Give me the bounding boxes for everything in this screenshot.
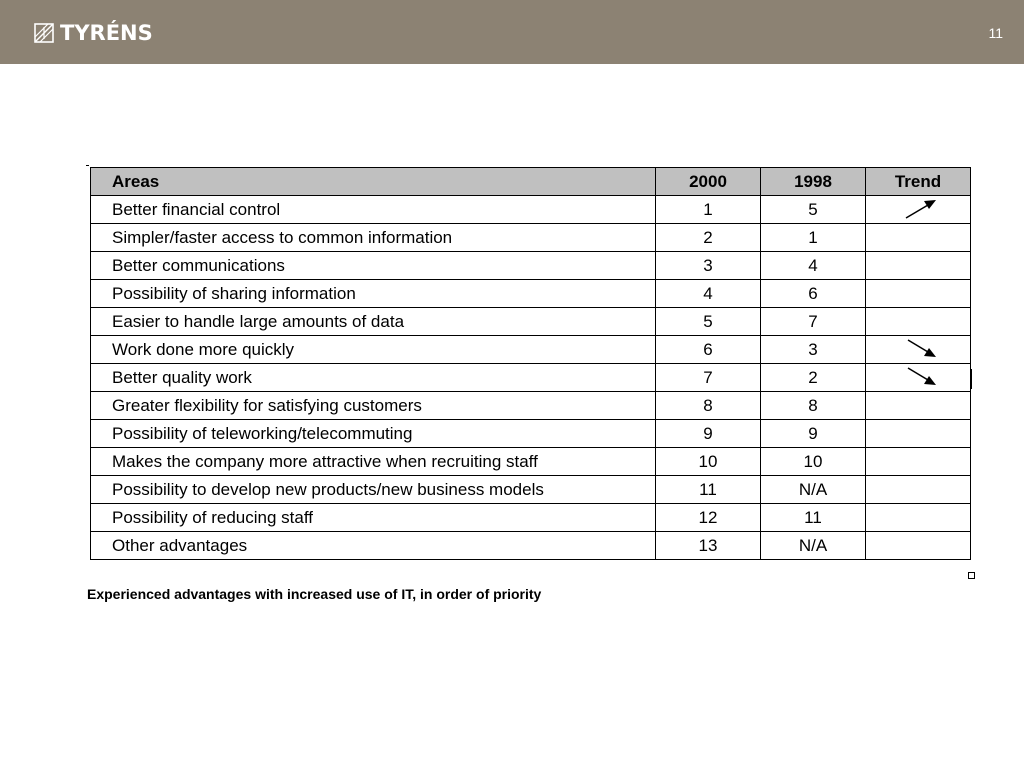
trend-cell <box>866 336 971 364</box>
area-cell: Makes the company more attractive when recruiting staff <box>91 448 656 476</box>
trend-cell <box>866 308 971 336</box>
area-cell: Possibility of teleworking/telecommuting <box>91 420 656 448</box>
year-2000-cell: 8 <box>656 392 761 420</box>
table-body <box>91 196 971 560</box>
trend-cell <box>866 196 971 224</box>
year-1998-cell: 1 <box>761 224 866 252</box>
area-cell: Better communications <box>91 252 656 280</box>
slide-header <box>0 0 1024 64</box>
table-row <box>91 476 971 504</box>
year-1998-cell: 7 <box>761 308 866 336</box>
area-cell: Greater flexibility for satisfying customers <box>91 392 656 420</box>
table-row <box>91 392 971 420</box>
trend-cell <box>866 364 971 392</box>
area-cell: Other advantages <box>91 532 656 560</box>
trend-cell <box>866 476 971 504</box>
year-1998-cell: 8 <box>761 392 866 420</box>
table-row <box>91 280 971 308</box>
trend-cell <box>866 224 971 252</box>
area-cell: Possibility to develop new products/new business models <box>91 476 656 504</box>
page-number: 11 <box>988 25 1003 41</box>
area-cell: Possibility of sharing information <box>91 280 656 308</box>
year-1998-cell: 6 <box>761 280 866 308</box>
column-header-areas: Areas <box>91 168 656 196</box>
table-caption: Experienced advantages with increased use of IT, in order of priority <box>87 586 542 602</box>
table-row <box>91 252 971 280</box>
area-cell: Possibility of reducing staff <box>91 504 656 532</box>
table-row <box>91 196 971 224</box>
year-2000-cell: 10 <box>656 448 761 476</box>
column-header-1998: 1998 <box>761 168 866 196</box>
tyrens-logo <box>34 21 153 45</box>
year-1998-cell: 10 <box>761 448 866 476</box>
area-cell: Work done more quickly <box>91 336 656 364</box>
year-1998-cell: N/A <box>761 532 866 560</box>
area-cell: Better quality work <box>91 364 656 392</box>
table-frame[interactable] <box>90 167 971 560</box>
year-2000-cell: 4 <box>656 280 761 308</box>
year-1998-cell: 2 <box>761 364 866 392</box>
column-header-2000: 2000 <box>656 168 761 196</box>
resize-handle[interactable] <box>968 572 975 579</box>
area-cell: Simpler/faster access to common information <box>91 224 656 252</box>
trend-cell <box>866 252 971 280</box>
trend-cell <box>866 448 971 476</box>
trend-cell <box>866 504 971 532</box>
trend-cell <box>866 392 971 420</box>
trend-cell <box>866 280 971 308</box>
logo-text: TYRÉNS <box>60 21 153 45</box>
table-row <box>91 364 971 392</box>
table-row <box>91 532 971 560</box>
year-1998-cell: 11 <box>761 504 866 532</box>
year-2000-cell: 13 <box>656 532 761 560</box>
year-2000-cell: 5 <box>656 308 761 336</box>
area-cell: Better financial control <box>91 196 656 224</box>
year-2000-cell: 12 <box>656 504 761 532</box>
year-1998-cell: N/A <box>761 476 866 504</box>
year-2000-cell: 3 <box>656 252 761 280</box>
advantages-table <box>90 167 971 560</box>
table-row <box>91 448 971 476</box>
trend-down-arrow-icon <box>866 364 970 391</box>
trend-cell <box>866 420 971 448</box>
area-cell: Easier to handle large amounts of data <box>91 308 656 336</box>
logo-mark-icon <box>34 23 54 43</box>
year-2000-cell: 11 <box>656 476 761 504</box>
trend-cell <box>866 532 971 560</box>
table-row <box>91 308 971 336</box>
year-2000-cell: 9 <box>656 420 761 448</box>
year-1998-cell: 3 <box>761 336 866 364</box>
table-header-row <box>91 168 971 196</box>
year-2000-cell: 6 <box>656 336 761 364</box>
frame-corner-mark <box>86 165 89 166</box>
frame-edge-mark <box>970 369 972 389</box>
table-row <box>91 504 971 532</box>
year-2000-cell: 1 <box>656 196 761 224</box>
year-2000-cell: 7 <box>656 364 761 392</box>
table-row <box>91 420 971 448</box>
trend-down-arrow-icon <box>866 336 970 363</box>
table-row <box>91 336 971 364</box>
year-2000-cell: 2 <box>656 224 761 252</box>
year-1998-cell: 5 <box>761 196 866 224</box>
trend-up-arrow-icon <box>866 196 970 223</box>
table-row <box>91 224 971 252</box>
year-1998-cell: 4 <box>761 252 866 280</box>
column-header-trend: Trend <box>866 168 971 196</box>
year-1998-cell: 9 <box>761 420 866 448</box>
